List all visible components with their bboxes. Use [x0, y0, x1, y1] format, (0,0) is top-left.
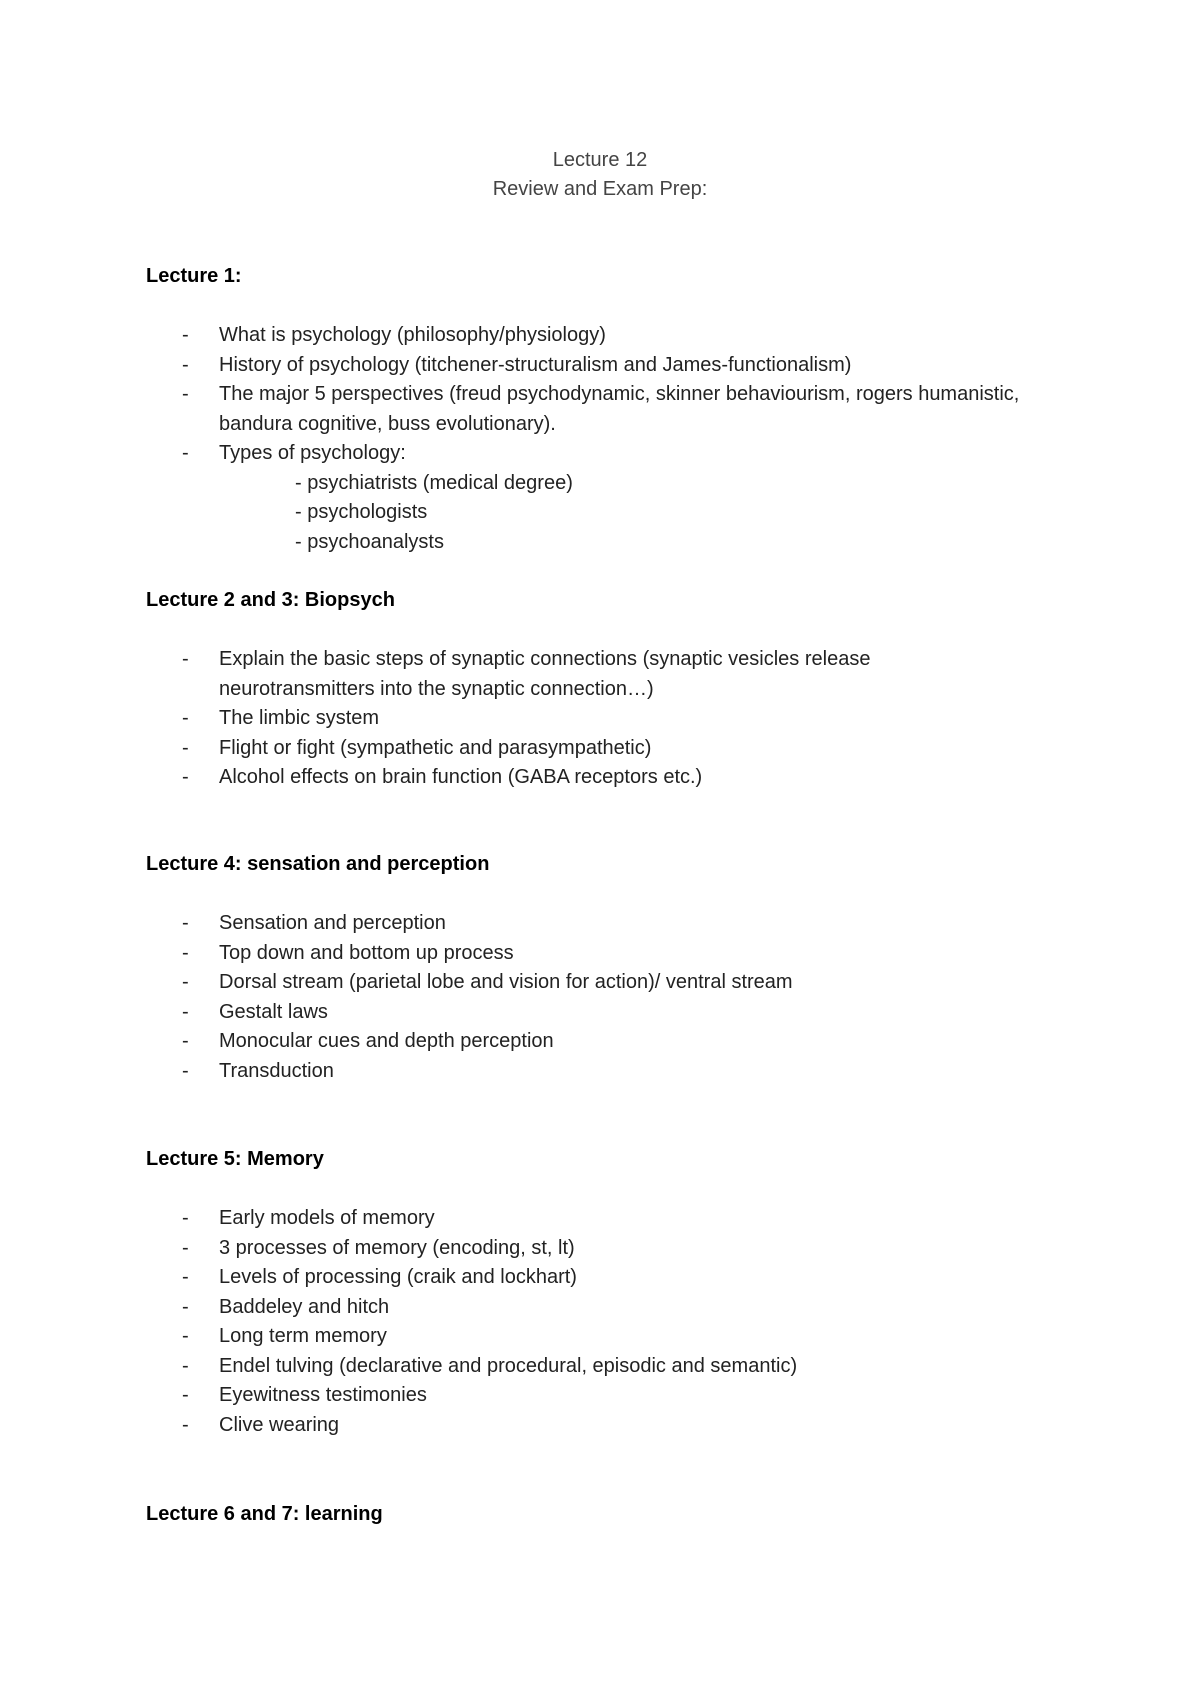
list-item: [146, 1057, 1026, 1087]
list-item: [146, 380, 1026, 439]
bullet-dash: -: [182, 1236, 189, 1259]
sub-list-item-text: - psychologists: [295, 501, 428, 523]
list-item-text: Top down and bottom up process: [219, 941, 514, 964]
list-item-text: What is psychology (philosophy/physiology): [219, 324, 606, 346]
document-subtitle: Review and Exam Prep:: [492, 178, 708, 200]
bullet-dash: -: [182, 707, 189, 729]
list-item: [146, 1027, 1026, 1057]
list-item-text: Sensation and perception: [219, 912, 446, 934]
bullet-dash: -: [182, 736, 189, 759]
list-item-text: Alcohol effects on brain function (GABA receptors etc.): [219, 766, 703, 788]
bullet-dash: -: [182, 1030, 189, 1052]
document-title: Lecture 12: [552, 149, 648, 171]
list-item: [146, 645, 1026, 704]
list-item-text: Flight or fight (sympathetic and parasympathetic): [219, 736, 652, 759]
bullet-dash: -: [182, 353, 189, 376]
list-item-text: Long term memory: [219, 1325, 387, 1347]
bullet-dash: -: [182, 971, 189, 993]
bullet-dash: -: [182, 1295, 189, 1318]
list-item: [146, 1411, 1026, 1441]
section-lecture-1: [146, 262, 1026, 557]
list-item: [146, 351, 1026, 381]
list-item: [146, 939, 1026, 969]
bullet-list: [146, 321, 1026, 469]
section-lecture-5: [146, 1145, 1026, 1440]
bullet-dash: -: [182, 648, 189, 670]
list-item-text: Transduction: [219, 1059, 334, 1082]
bullet-dash: -: [182, 1207, 189, 1229]
list-item-text: Dorsal stream (parietal lobe and vision for action)/ ventral stream: [219, 971, 793, 993]
list-item: [146, 734, 1026, 764]
bullet-list: [146, 909, 1026, 1086]
list-item: [146, 321, 1026, 351]
list-item-text: Baddeley and hitch: [219, 1295, 390, 1318]
list-item: [146, 1263, 1026, 1293]
bullet-dash: -: [182, 1059, 189, 1082]
list-item-text: Explain the basic steps of synaptic connections (synaptic vesicles release neurotransmitters into the synaptic connection…): [219, 648, 871, 700]
list-item: [146, 704, 1026, 734]
list-item-text: Monocular cues and depth perception: [219, 1030, 554, 1052]
section-lecture-6-7: [146, 1500, 1026, 1559]
sub-list-item-text: - psychiatrists (medical degree): [295, 471, 573, 494]
bullet-dash: -: [182, 324, 189, 346]
list-item: [146, 1234, 1026, 1264]
list-item-text: The limbic system: [219, 707, 380, 729]
bullet-dash: -: [182, 1384, 189, 1406]
sub-list-item: [146, 469, 1026, 499]
list-item: [146, 1322, 1026, 1352]
bullet-dash: -: [182, 1354, 189, 1377]
section-heading: Lecture 4: sensation and perception: [146, 853, 490, 875]
list-item: [146, 1381, 1026, 1411]
list-item: [146, 1352, 1026, 1382]
list-item-text: Levels of processing (craik and lockhart): [219, 1266, 577, 1288]
section-lecture-4: [146, 850, 1026, 1086]
bullet-dash: -: [182, 912, 189, 934]
list-item: [146, 968, 1026, 998]
bullet-dash: -: [182, 1413, 189, 1436]
list-item-text: Early models of memory: [219, 1207, 435, 1229]
sub-list-item: [146, 528, 1026, 558]
bullet-dash: -: [182, 1266, 189, 1288]
document-header: [0, 146, 1200, 204]
list-item-text: History of psychology (titchener-structuralism and James-functionalism): [219, 353, 852, 376]
bullet-list: [146, 645, 1026, 793]
sub-list-item-text: - psychoanalysts: [295, 530, 444, 553]
list-item: [146, 439, 1026, 469]
list-item: [146, 763, 1026, 793]
bullet-dash: -: [182, 383, 189, 405]
list-item-text: Types of psychology:: [219, 442, 406, 464]
section-heading: Lecture 2 and 3: Biopsych: [146, 589, 395, 611]
section-heading: Lecture 1:: [146, 265, 242, 287]
list-item: [146, 1204, 1026, 1234]
bullet-dash: -: [182, 442, 189, 464]
bullet-list: [146, 1204, 1026, 1440]
sub-list: [146, 469, 1026, 558]
bullet-dash: -: [182, 941, 189, 964]
bullet-dash: -: [182, 1000, 189, 1023]
bullet-dash: -: [182, 766, 189, 788]
sub-list-item: [146, 498, 1026, 528]
list-item-text: 3 processes of memory (encoding, st, lt): [219, 1236, 575, 1259]
list-item-text: Endel tulving (declarative and procedural, episodic and semantic): [219, 1354, 798, 1377]
list-item-text: Eyewitness testimonies: [219, 1384, 427, 1406]
list-item: [146, 998, 1026, 1028]
list-item-text: Clive wearing: [219, 1413, 340, 1436]
section-lecture-2-3: [146, 586, 1026, 793]
list-item-text: Gestalt laws: [219, 1000, 328, 1023]
section-heading: Lecture 6 and 7: learning: [146, 1503, 383, 1525]
list-item-text: The major 5 perspectives (freud psychodynamic, skinner behaviourism, rogers humanistic, bandura cognitive, buss evolutionary).: [219, 383, 1020, 435]
list-item: [146, 909, 1026, 939]
bullet-dash: -: [182, 1325, 189, 1347]
section-heading: Lecture 5: Memory: [146, 1148, 324, 1170]
list-item: [146, 1293, 1026, 1323]
